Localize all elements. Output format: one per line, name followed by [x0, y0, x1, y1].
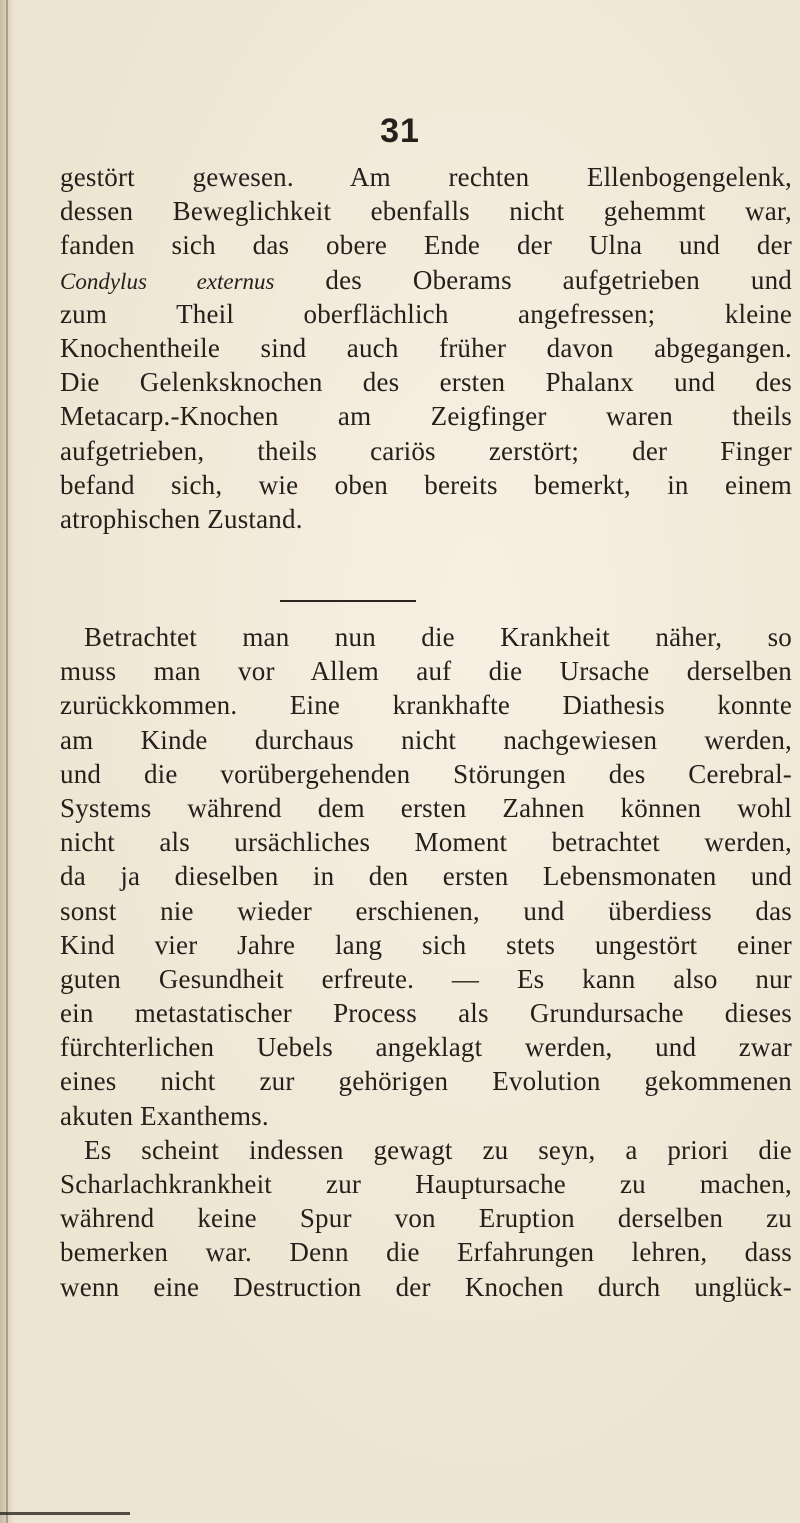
paragraph-2: [60, 620, 792, 1304]
text-line: sonst nie wieder erschienen, und überdiess das: [60, 895, 792, 926]
text-line: am Kinde durchaus nicht nachgewiesen werden,: [60, 724, 792, 755]
text-line: da ja dieselben in den ersten Lebensmonaten und: [60, 861, 792, 892]
text-line: eines nicht zur gehörigen Evolution gekommenen: [60, 1066, 792, 1097]
paragraph-1: [60, 160, 792, 536]
text-line: während keine Spur von Eruption derselben zu: [60, 1203, 792, 1234]
text-line: Metacarp.-Knochen am Zeigfinger waren theils: [60, 401, 792, 432]
page-bottom-rule: [0, 1512, 130, 1515]
text-line: und die vorübergehenden Störungen des Cerebral-: [60, 758, 792, 789]
text-line: zum Theil oberflächlich angefressen; kleine: [60, 298, 792, 329]
text-line: muss man vor Allem auf die Ursache derselben: [60, 656, 792, 687]
text-line: dessen Beweglichkeit ebenfalls nicht gehemmt war,: [60, 196, 792, 227]
text-line: gestört gewesen. Am rechten Ellenbogengelenk,: [60, 162, 792, 192]
text-line: zurückkommen. Eine krankhafte Diathesis konnte: [60, 690, 792, 721]
text-line: fanden sich das obere Ende der Ulna und der: [60, 230, 792, 261]
text-line: Die Gelenksknochen des ersten Phalanx und des: [60, 367, 792, 398]
text-line: bemerken war. Denn die Erfahrungen lehren, dass: [60, 1237, 792, 1268]
page-number: 31: [380, 112, 420, 150]
text-line: Knochentheile sind auch früher davon abgegangen.: [60, 332, 792, 363]
italic-term: Condylus externus: [60, 268, 275, 294]
text-line: Scharlachkrankheit zur Hauptursache zu machen,: [60, 1169, 792, 1199]
text-line: befand sich, wie oben bereits bemerkt, in einem: [60, 469, 792, 500]
text-line: Es scheint indessen gewagt zu seyn, a priori die: [84, 1134, 792, 1165]
text-line: akuten Exanthems.: [60, 1100, 269, 1131]
text-line: atrophischen Zustand.: [60, 503, 303, 534]
section-separator-rule: [280, 600, 416, 602]
gutter-shadow: [6, 0, 8, 1523]
text-line: guten Gesundheit erfreute. — Es kann also nur: [60, 963, 792, 994]
text-line: nicht als ursächliches Moment betrachtet werden,: [60, 827, 792, 858]
text-line: Betrachtet man nun die Krankheit näher, so: [84, 622, 792, 652]
text-line: Systems während dem ersten Zahnen können wohl: [60, 792, 792, 823]
text-line: aufgetrieben, theils cariös zerstört; der Finger: [60, 435, 792, 466]
text-line: fürchterlichen Uebels angeklagt werden, und zwar: [60, 1032, 792, 1063]
text-line: [60, 263, 792, 297]
text-line: wenn eine Destruction der Knochen durch unglück-: [60, 1271, 792, 1302]
text-line: Kind vier Jahre lang sich stets ungestört einer: [60, 929, 792, 960]
text-line: ein metastatischer Process als Grundursache dieses: [60, 998, 792, 1029]
text-fragment: des Oberams aufgetrieben und: [274, 264, 792, 295]
